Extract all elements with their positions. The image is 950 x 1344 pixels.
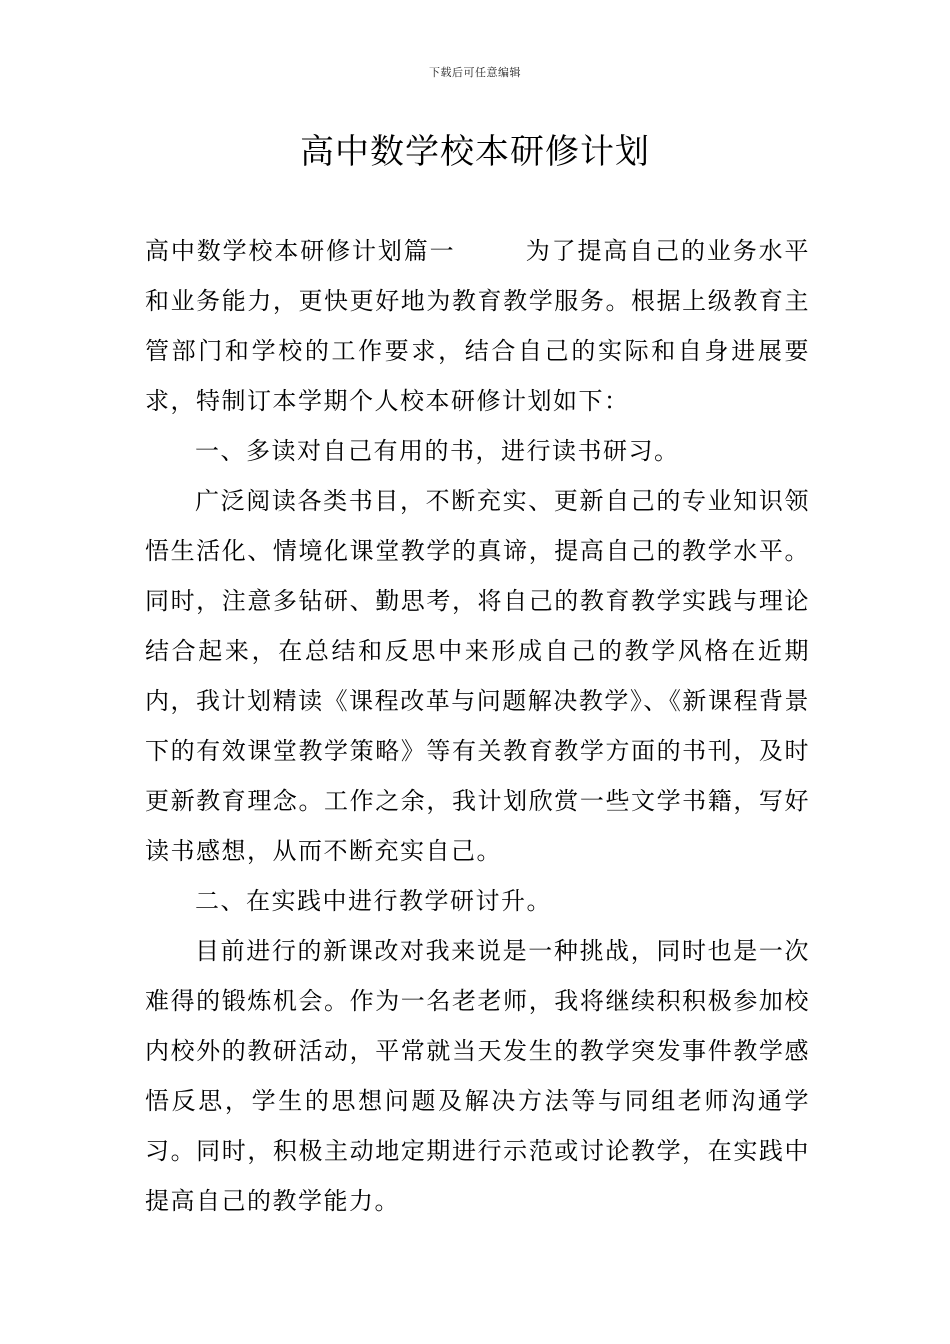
section-heading-1: 一、多读对自己有用的书，进行读书研习。 <box>195 437 680 465</box>
intro-text: 为了提高自己的业务水平和业务能力，更快更好地为教育教学服务。根据上级教育主管部门和学校的工作要求，结合自己的实际和自身进展要求，特制订本学期个人校本研修计划如下： <box>145 237 811 415</box>
intro-label: 高中数学校本研修计划篇一 <box>145 237 456 265</box>
body-paragraph-1: 广泛阅读各类书目，不断充实、更新自己的专业知识领悟生活化、情境化课堂教学的真谛，提高自己的教学水平。同时，注意多钻研、勤思考，将自己的教育教学实践与理论结合起来，在总结和反思中来形成自己的教学风格在近期内，我计划精读《课程改革与问题解决教学》、《新课程背景下的有效课堂教学策略》等有关教育教学方面的书刊，及时更新教育理念。工作之余，我计划欣赏一些文学书籍，写好读书感想，从而不断充实自己。 <box>145 487 810 865</box>
header-note: 下载后可任意编辑 <box>429 66 521 79</box>
document-title: 高中数学校本研修计划 <box>300 132 650 172</box>
intro-paragraph <box>145 226 810 426</box>
body-paragraph-2: 目前进行的新课改对我来说是一种挑战，同时也是一次难得的锻炼机会。作为一名老老师，我将继续积积极参加校内校外的教研活动，平常就当天发生的教学突发事件教学感悟反思，学生的思想问题及解决方法等与同组老师沟通学习。同时，积极主动地定期进行示范或讨论教学，在实践中提高自己的教学能力。 <box>145 937 810 1215</box>
document-body <box>145 226 810 1226</box>
section-heading-2: 二、在实践中进行教学研讨升。 <box>195 887 552 915</box>
